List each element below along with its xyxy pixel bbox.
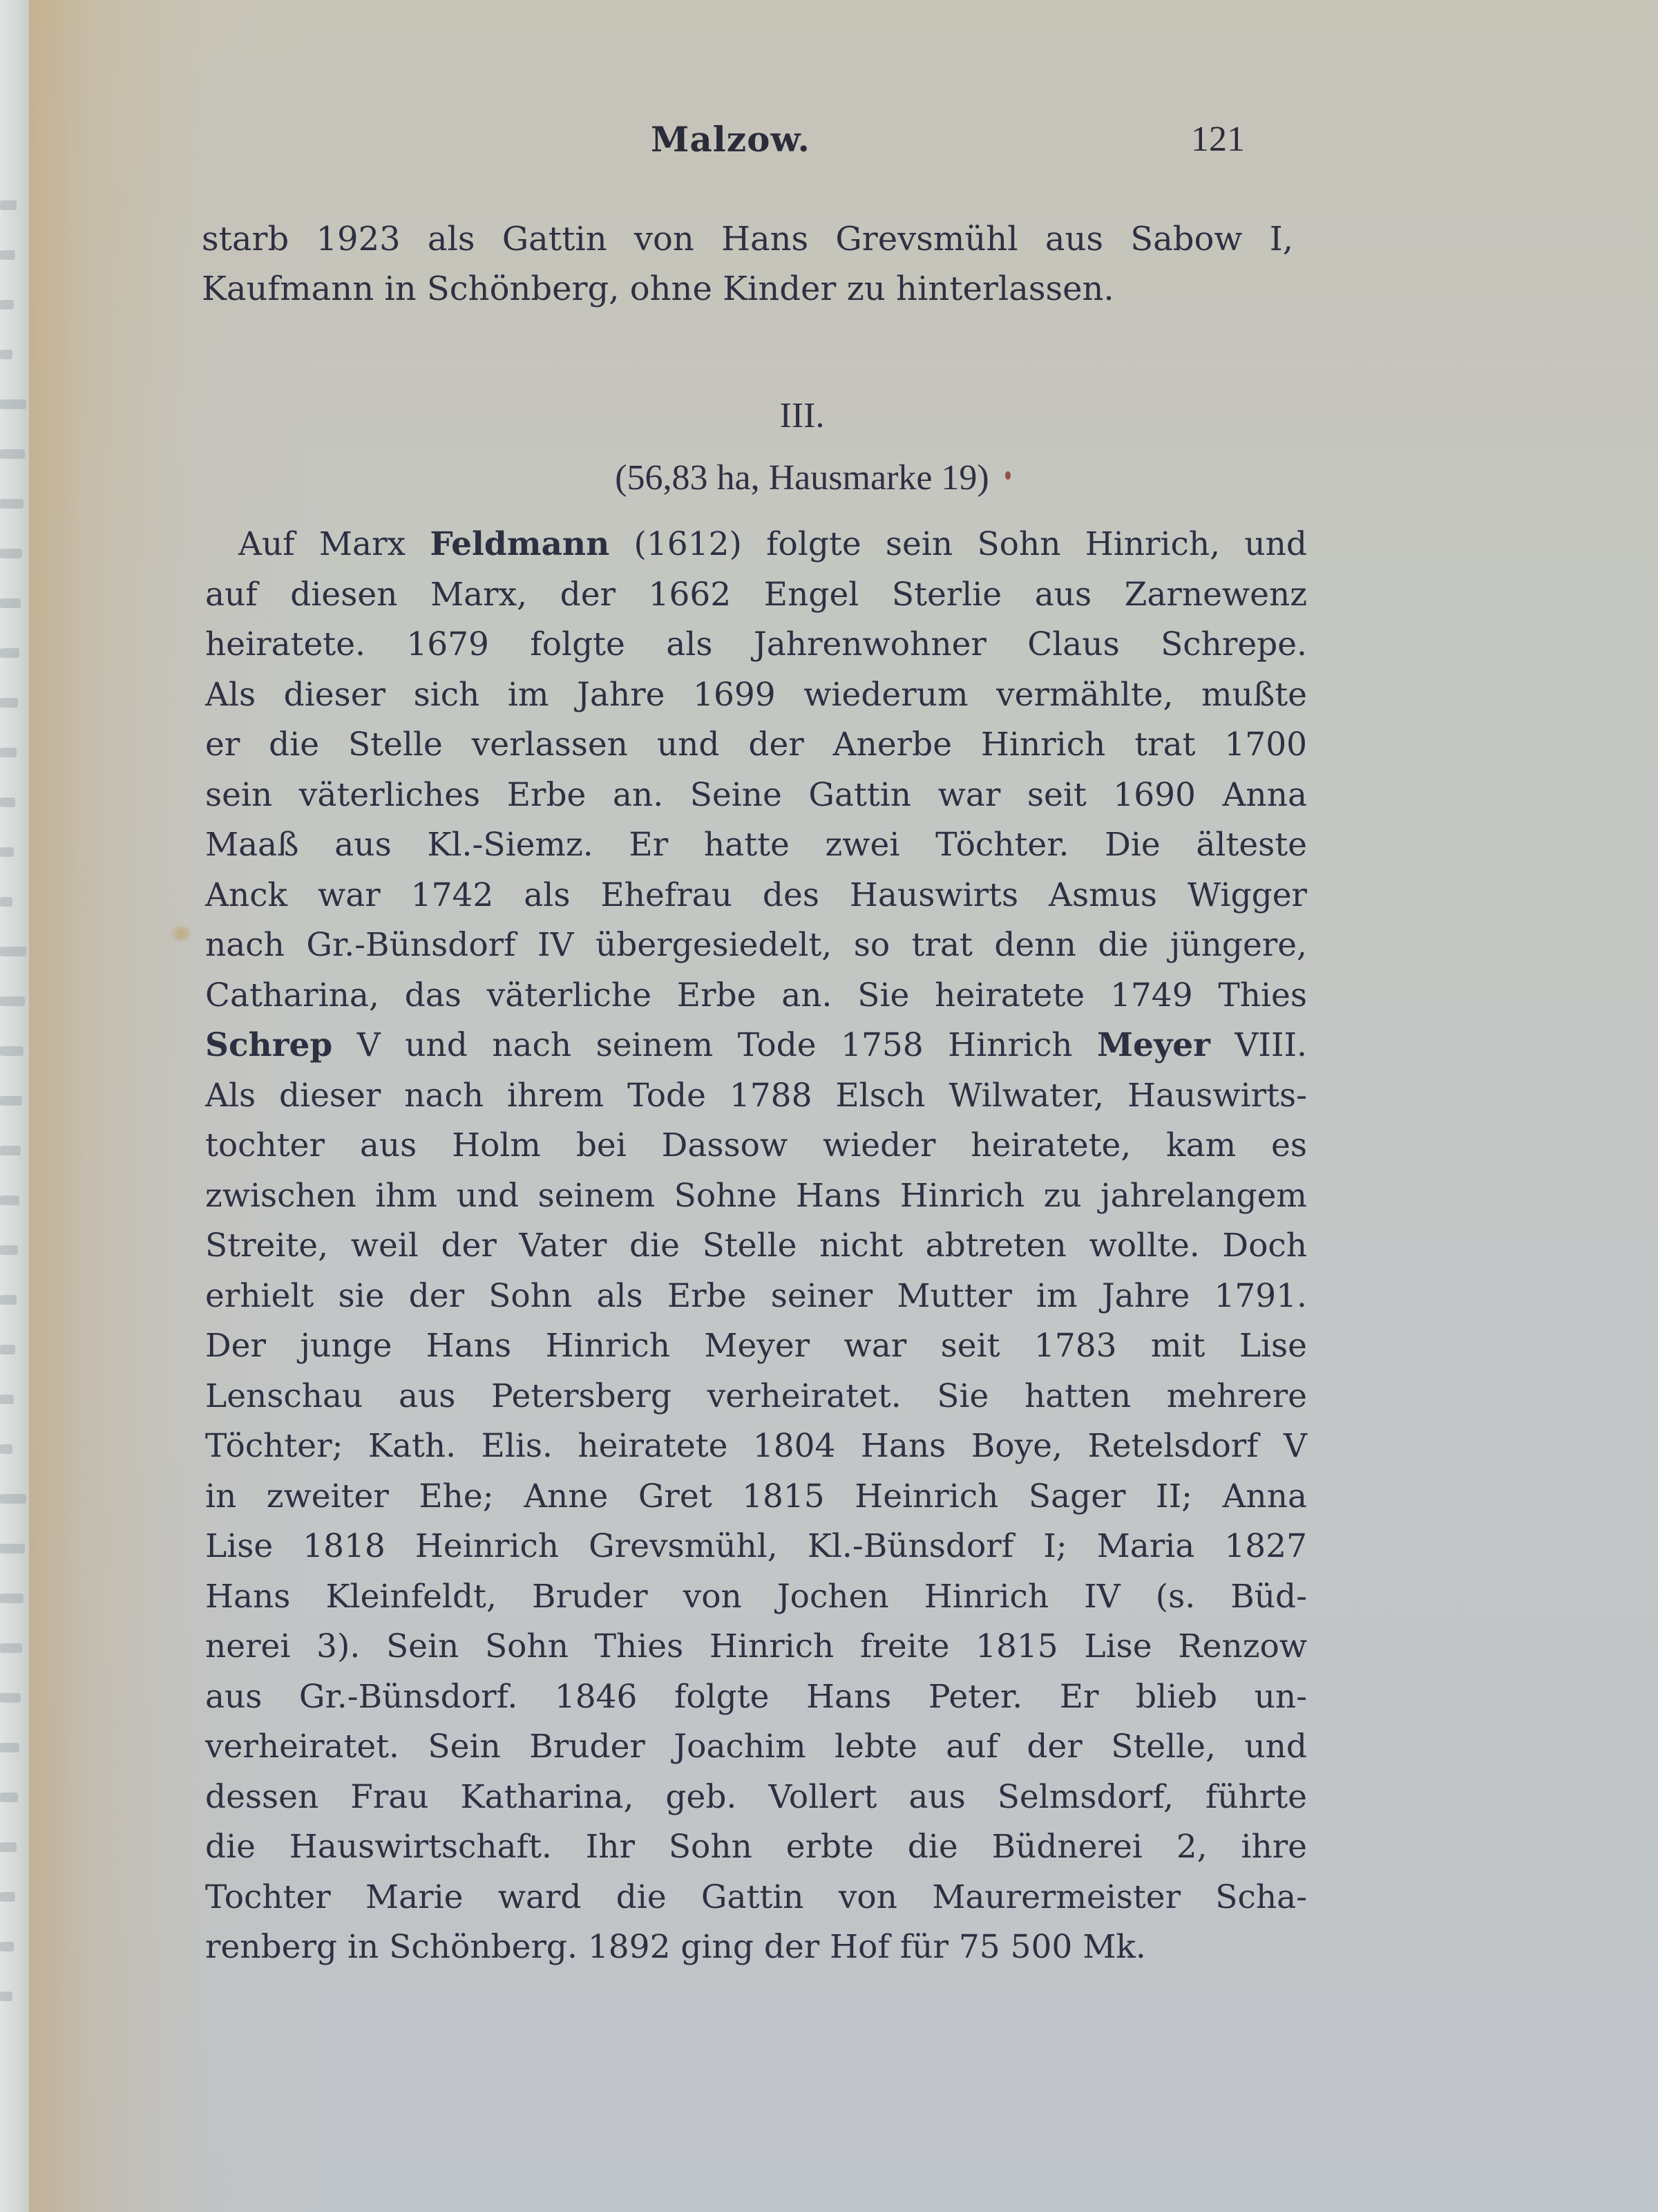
running-header	[29, 119, 1658, 167]
ghost-text-line	[0, 996, 25, 1006]
ghost-text-line	[0, 1146, 21, 1155]
text-line: starb 1923 als Gattin von Hans Grevsmühl aus Sabow I,	[202, 220, 1293, 258]
text-line: die Hauswirtschaft. Ihr Sohn erbte die Büdnerei 2, ihre	[205, 1828, 1307, 1866]
adjacent-page-edge	[0, 0, 29, 2212]
ghost-text-line	[0, 1395, 14, 1404]
ghost-text-line	[0, 648, 19, 658]
text-line: Als dieser nach ihrem Tode 1788 Elsch Wilwater, Hauswirts-	[205, 1076, 1307, 1115]
text-line: Anck war 1742 als Ehefrau des Hauswirts Asmus Wigger	[205, 876, 1307, 914]
text-line: sein väterliches Erbe an. Seine Gattin war seit 1690 Anna	[205, 775, 1307, 814]
body-paragraph	[205, 520, 1307, 1973]
bold-surname: Schrep	[205, 1026, 333, 1064]
text-line: zwischen ihm und seinem Sohne Hans Hinrich zu jahrelangem	[205, 1176, 1307, 1215]
text-line: verheiratet. Sein Bruder Joachim lebte auf der Stelle, und	[205, 1728, 1307, 1766]
paper-stain	[171, 926, 191, 941]
text-line: Hans Kleinfeldt, Bruder von Jochen Hinrich IV (s. Büd-	[205, 1577, 1307, 1616]
text-line: heiratete. 1679 folgte als Jahrenwohner Claus Schrepe.	[205, 625, 1307, 663]
text-line: Töchter; Kath. Elis. heiratete 1804 Hans Boye, Retelsdorf V	[205, 1427, 1307, 1465]
ghost-text-line	[0, 549, 22, 558]
ghost-text-line	[0, 350, 12, 359]
ghost-text-line	[0, 1892, 15, 1902]
ghost-text-line	[0, 1046, 23, 1056]
ghost-text-line	[0, 847, 14, 857]
ghost-text-line	[0, 1743, 19, 1752]
ghost-text-line	[0, 1295, 17, 1305]
text-line: nerei 3). Sein Sohn Thies Hinrich freite 1815 Lise Renzow	[205, 1627, 1307, 1665]
text-line: Catharina, das väterliche Erbe an. Sie heiratete 1749 Thies	[205, 976, 1307, 1014]
bold-surname: Meyer	[1097, 1026, 1210, 1064]
ghost-text-line	[0, 598, 21, 608]
ghost-text-line	[0, 947, 26, 956]
ghost-text-line	[0, 250, 15, 260]
text-line: Maaß aus Kl.-Siemz. Er hatte zwei Töchter. Die älteste	[205, 826, 1307, 864]
ghost-text-line	[0, 748, 17, 757]
text-line: Lise 1818 Heinrich Grevsmühl, Kl.-Bünsdorf I; Maria 1827	[205, 1527, 1307, 1565]
text-line: Schrep V und nach seinem Tode 1758 Hinrich Meyer VIII.	[205, 1026, 1307, 1064]
section-subtitle: (56,83 ha, Hausmarke 19)	[615, 458, 989, 498]
page-number: 121	[1191, 120, 1245, 159]
text-line: erhielt sie der Sohn als Erbe seiner Mutter im Jahre 1791.	[205, 1276, 1307, 1315]
section-numeral: III.	[779, 396, 825, 435]
ghost-text-line	[0, 1494, 26, 1504]
ink-mark	[1005, 471, 1011, 480]
ghost-text-line	[0, 1544, 25, 1553]
text-line: in zweiter Ehe; Anne Gret 1815 Heinrich Sager II; Anna	[205, 1477, 1307, 1515]
ghost-text-line	[0, 897, 12, 907]
ghost-text-line	[0, 1195, 19, 1205]
text-line: renberg in Schönberg. 1892 ging der Hof für 75 500 Mk.	[205, 1928, 1146, 1966]
ghost-text-line	[0, 1345, 15, 1354]
text-line: nach Gr.-Bünsdorf IV übergesiedelt, so trat denn die jüngere,	[205, 926, 1307, 964]
running-title: Malzow.	[651, 119, 810, 160]
book-page	[29, 0, 1658, 2212]
text-line: Streite, weil der Vater die Stelle nicht abtreten wollte. Doch	[205, 1227, 1307, 1265]
ghost-text-line	[0, 499, 23, 509]
text-line: Der junge Hans Hinrich Meyer war seit 1783 mit Lise	[205, 1327, 1307, 1365]
ghost-text-line	[0, 1942, 14, 1951]
text-line: er die Stelle verlassen und der Anerbe Hinrich trat 1700	[205, 726, 1307, 764]
ghost-text-line	[0, 1793, 18, 1802]
text-line: Tochter Marie ward die Gattin von Maurermeister Scha-	[205, 1878, 1307, 1916]
ghost-text-line	[0, 1992, 12, 2001]
text-line: tochter aus Holm bei Dassow wieder heiratete, kam es	[205, 1126, 1307, 1164]
ghost-text-line	[0, 1693, 21, 1703]
ghost-text-line	[0, 698, 18, 708]
text-line: Lenschau aus Petersberg verheiratet. Sie hatten mehrere	[205, 1377, 1307, 1415]
ghost-text-line	[0, 1444, 12, 1454]
text-line: Als dieser sich im Jahre 1699 wiederum vermählte, mußte	[205, 675, 1307, 714]
carryover-text	[202, 214, 1293, 314]
ghost-text-line	[0, 1096, 22, 1106]
text-line: aus Gr.-Bünsdorf. 1846 folgte Hans Peter. Er blieb un-	[205, 1677, 1307, 1716]
text-line: auf diesen Marx, der 1662 Engel Sterlie aus Zarnewenz	[205, 575, 1307, 614]
ghost-text-line	[0, 200, 17, 210]
ghost-text-line	[0, 1245, 18, 1255]
bold-surname: Feldmann	[430, 525, 610, 563]
ghost-text-line	[0, 300, 14, 310]
ghost-text-line	[0, 797, 15, 807]
ghost-text-line	[0, 1842, 17, 1852]
ghost-text-line	[0, 1643, 22, 1653]
ghost-text-line	[0, 1594, 23, 1603]
text-line: dessen Frau Katharina, geb. Vollert aus Selmsdorf, führte	[205, 1777, 1307, 1816]
text-line: Kaufmann in Schönberg, ohne Kinder zu hinterlassen.	[202, 270, 1114, 308]
text-line: Auf Marx Feldmann (1612) folgte sein Sohn Hinrich, und	[238, 525, 1308, 563]
